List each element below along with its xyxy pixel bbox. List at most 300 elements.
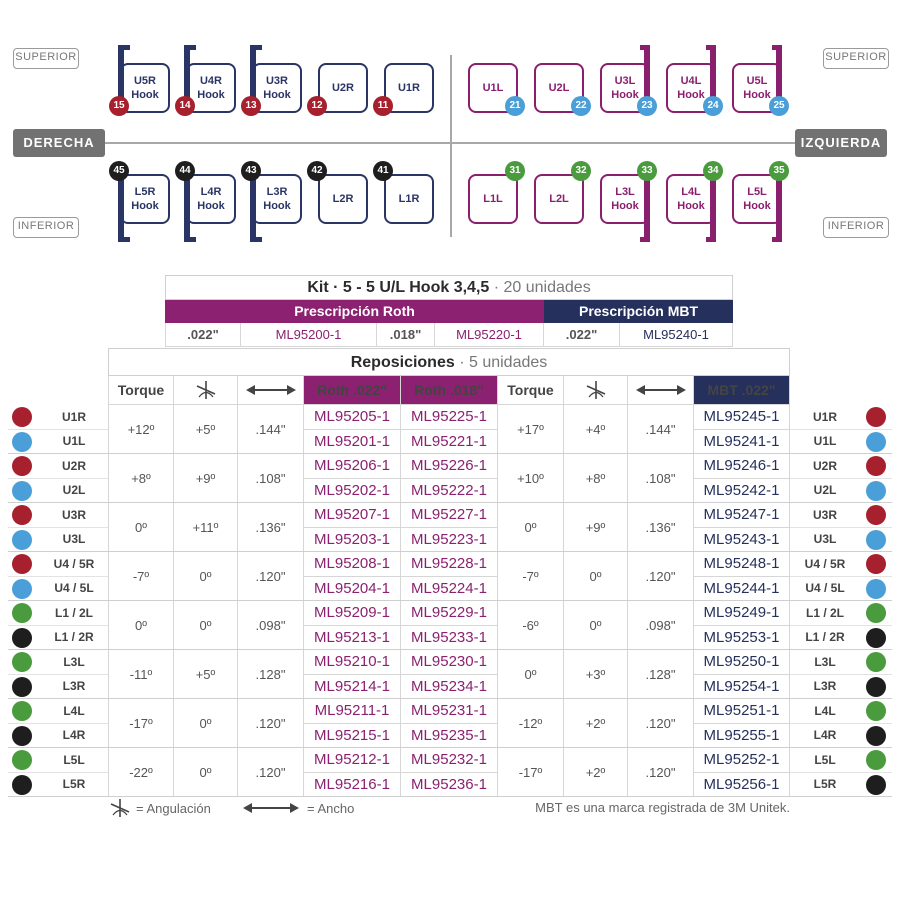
bracket-label (534, 174, 584, 224)
tooth-label: L3R (40, 675, 108, 700)
color-dot-black (12, 628, 32, 648)
col-torque-roth: Torque (108, 376, 174, 405)
bracket-label (600, 174, 650, 224)
width-mbt: .120" (628, 699, 694, 748)
code-roth-018: ML95229-1 (401, 601, 498, 626)
bracket-code: L2R (332, 193, 354, 205)
width-roth: .120" (238, 748, 304, 797)
tooth-number-badge: 13 (241, 96, 261, 116)
angulation-roth: 0º (174, 699, 238, 748)
tooth-label-right: L4R (790, 724, 860, 749)
torque-mbt: -12º (498, 699, 564, 748)
tooth-label: U1L (40, 430, 108, 455)
bracket-l3r (245, 165, 302, 224)
col-angulation-mbt (564, 376, 628, 405)
tooth-number-badge: 41 (373, 161, 393, 181)
bracket-l3l (600, 165, 653, 224)
code-roth-018: ML95228-1 (401, 552, 498, 577)
tooth-number-badge: 24 (703, 96, 723, 116)
row-divider-minor (790, 772, 892, 773)
code-mbt-022: ML95244-1 (694, 577, 790, 602)
tooth-label-right: L4L (790, 699, 860, 724)
color-dot-blue (866, 481, 886, 501)
tooth-label-right: U1R (790, 405, 860, 430)
kit-slot-cell: .022" (165, 323, 241, 347)
bracket-code: L1R (398, 193, 420, 205)
bracket-code: U4R (199, 75, 222, 87)
color-dot-red (12, 554, 32, 574)
tooth-label-right: U1L (790, 430, 860, 455)
code-roth-022: ML95216-1 (304, 773, 401, 798)
width-roth: .108" (238, 454, 304, 503)
code-mbt-022: ML95253-1 (694, 626, 790, 651)
bracket-u1r (377, 63, 434, 113)
inferior-label-right: INFERIOR (13, 217, 79, 238)
tooth-label: L4R (40, 724, 108, 749)
row-divider-minor (8, 772, 108, 773)
color-dot-black (866, 677, 886, 697)
hook-tab (188, 237, 196, 242)
bracket-l2r (311, 165, 368, 224)
bracket-code: L3L (615, 186, 635, 198)
tooth-label: U2R (40, 454, 108, 479)
angulation-mbt: +4º (564, 405, 628, 454)
color-dot-green (12, 652, 32, 672)
row-divider-minor (8, 723, 108, 724)
bracket-label (252, 174, 302, 224)
vertical-axis (450, 55, 452, 237)
code-roth-018: ML95226-1 (401, 454, 498, 479)
code-mbt-022: ML95250-1 (694, 650, 790, 675)
derecha-label: DERECHA (13, 129, 105, 157)
tooth-number-badge: 32 (571, 161, 591, 181)
tooth-label: L3L (40, 650, 108, 675)
row-divider-minor (790, 478, 892, 479)
bracket-code: U2L (548, 82, 570, 94)
bracket-u4r (179, 63, 236, 113)
tooth-label: U4 / 5L (40, 577, 108, 602)
tooth-label-right: U3R (790, 503, 860, 528)
color-dot-red (866, 407, 886, 427)
code-roth-022: ML95201-1 (304, 430, 401, 455)
kit-title-bold: Kit · 5 - 5 U/L Hook 3,4,5 (307, 279, 490, 296)
color-dot-blue (12, 530, 32, 550)
color-dot-blue (866, 579, 886, 599)
legend-angulation (108, 798, 211, 818)
color-dot-black (866, 775, 886, 795)
hook-tab (706, 237, 714, 242)
code-mbt-022: ML95243-1 (694, 528, 790, 553)
bracket-code: U1R (397, 82, 420, 94)
kit-slot-cell: ML95200-1 (241, 323, 377, 347)
bracket-label (120, 174, 170, 224)
bracket-code: L2L (549, 193, 569, 205)
hook-tab (188, 45, 196, 50)
width-arrow-icon (246, 384, 296, 396)
tooth-label: U3R (40, 503, 108, 528)
code-mbt-022: ML95247-1 (694, 503, 790, 528)
code-roth-022: ML95214-1 (304, 675, 401, 700)
tooth-label: L1 / 2L (40, 601, 108, 626)
tooth-number-badge: 14 (175, 96, 195, 116)
color-dot-green (12, 750, 32, 770)
tooth-label: L5R (40, 773, 108, 798)
torque-mbt: -6º (498, 601, 564, 650)
torque-roth: -11º (108, 650, 174, 699)
bracket-hook-label: Hook (611, 200, 639, 212)
superior-label-right: SUPERIOR (13, 48, 79, 69)
tooth-number-badge: 22 (571, 96, 591, 116)
torque-roth: 0º (108, 601, 174, 650)
tooth-number-badge: 12 (307, 96, 327, 116)
legend-width (243, 798, 354, 818)
row-divider-minor (8, 527, 108, 528)
width-mbt: .120" (628, 748, 694, 797)
angulation-icon (584, 380, 608, 400)
bracket-hook-label: Hook (743, 89, 771, 101)
code-roth-018: ML95223-1 (401, 528, 498, 553)
angulation-roth: 0º (174, 601, 238, 650)
angulation-mbt: +9º (564, 503, 628, 552)
width-roth: .144" (238, 405, 304, 454)
tooth-number-badge: 11 (373, 96, 393, 116)
tooth-number-badge: 42 (307, 161, 327, 181)
angulation-mbt: +8º (564, 454, 628, 503)
bracket-l1r (377, 165, 434, 224)
kit-title (165, 275, 733, 300)
width-roth: .136" (238, 503, 304, 552)
code-roth-018: ML95225-1 (401, 405, 498, 430)
bracket-u5r (113, 63, 170, 113)
hook-tab (122, 45, 130, 50)
torque-mbt: -17º (498, 748, 564, 797)
code-roth-022: ML95215-1 (304, 724, 401, 749)
bracket-hook-label: Hook (611, 89, 639, 101)
torque-mbt: -7º (498, 552, 564, 601)
kit-slot-cell: ML95220-1 (435, 323, 544, 347)
tooth-label: L4L (40, 699, 108, 724)
col-width-roth (238, 376, 304, 405)
row-divider-minor (790, 674, 892, 675)
code-roth-018: ML95234-1 (401, 675, 498, 700)
angulation-roth: +5º (174, 405, 238, 454)
torque-roth: 0º (108, 503, 174, 552)
code-mbt-022: ML95255-1 (694, 724, 790, 749)
bracket-code: L1L (483, 193, 503, 205)
bracket-hook-label: Hook (677, 200, 705, 212)
code-roth-022: ML95209-1 (304, 601, 401, 626)
mbt-header: Prescripción MBT (544, 300, 733, 323)
code-roth-018: ML95233-1 (401, 626, 498, 651)
color-dot-green (866, 603, 886, 623)
tooth-number-badge: 33 (637, 161, 657, 181)
row-divider-minor (8, 625, 108, 626)
tooth-number-badge: 45 (109, 161, 129, 181)
torque-mbt: 0º (498, 503, 564, 552)
bracket-hook-label: Hook (131, 200, 159, 212)
reposiciones-title (108, 348, 790, 376)
angulation-icon (194, 380, 218, 400)
bracket-label (384, 174, 434, 224)
code-roth-022: ML95202-1 (304, 479, 401, 504)
tooth-label-right: U3L (790, 528, 860, 553)
bracket-u1l (468, 63, 521, 113)
width-arrow-icon (243, 802, 299, 814)
code-roth-022: ML95207-1 (304, 503, 401, 528)
color-dot-red (866, 505, 886, 525)
col-mbt-022: MBT .022" (694, 376, 790, 405)
torque-roth: -7º (108, 552, 174, 601)
row-divider-minor (790, 429, 892, 430)
row-divider-minor (790, 527, 892, 528)
bracket-label (186, 174, 236, 224)
color-dot-black (866, 628, 886, 648)
inferior-label-left: INFERIOR (823, 217, 889, 238)
row-divider-minor (8, 576, 108, 577)
code-mbt-022: ML95246-1 (694, 454, 790, 479)
bracket-u3r (245, 63, 302, 113)
bracket-label (318, 174, 368, 224)
bracket-label (468, 174, 518, 224)
tooth-label-right: U2R (790, 454, 860, 479)
torque-mbt: 0º (498, 650, 564, 699)
hook-tab (772, 45, 780, 50)
code-roth-022: ML95208-1 (304, 552, 401, 577)
color-dot-black (12, 726, 32, 746)
tooth-number-badge: 23 (637, 96, 657, 116)
color-dot-blue (12, 481, 32, 501)
tooth-number-badge: 35 (769, 161, 789, 181)
code-roth-018: ML95221-1 (401, 430, 498, 455)
reposiciones-title-bold: Reposiciones (350, 354, 455, 371)
bracket-l4r (179, 165, 236, 224)
tooth-number-badge: 21 (505, 96, 525, 116)
color-dot-green (866, 652, 886, 672)
col-angulation-roth (174, 376, 238, 405)
tooth-number-badge: 44 (175, 161, 195, 181)
row-divider (8, 796, 892, 797)
width-mbt: .108" (628, 454, 694, 503)
col-roth-018: Roth .018" (401, 376, 498, 405)
col-torque-mbt: Torque (498, 376, 564, 405)
hook-tab (706, 45, 714, 50)
hook-tab (640, 237, 648, 242)
code-roth-022: ML95203-1 (304, 528, 401, 553)
hook-tab (254, 237, 262, 242)
torque-mbt: +10º (498, 454, 564, 503)
angulation-roth: +5º (174, 650, 238, 699)
code-roth-018: ML95232-1 (401, 748, 498, 773)
angulation-icon (108, 798, 132, 818)
row-divider-minor (8, 478, 108, 479)
tooth-number-badge: 34 (703, 161, 723, 181)
bracket-l5r (113, 165, 170, 224)
hook-tab (772, 237, 780, 242)
tooth-label-right: L5R (790, 773, 860, 798)
code-roth-018: ML95222-1 (401, 479, 498, 504)
width-mbt: .098" (628, 601, 694, 650)
bracket-code: L4L (681, 186, 701, 198)
mbt-trademark-note: MBT es una marca registrada de 3M Unitek. (535, 800, 790, 815)
code-roth-022: ML95205-1 (304, 405, 401, 430)
tooth-label-right: U4 / 5L (790, 577, 860, 602)
code-roth-018: ML95230-1 (401, 650, 498, 675)
bracket-hook-label: Hook (197, 200, 225, 212)
angulation-roth: 0º (174, 552, 238, 601)
bracket-l5l (732, 165, 785, 224)
bracket-u2l (534, 63, 587, 113)
bracket-hook-label: Hook (677, 89, 705, 101)
code-roth-018: ML95224-1 (401, 577, 498, 602)
bracket-hook-label: Hook (131, 89, 159, 101)
width-mbt: .144" (628, 405, 694, 454)
tooth-label: U1R (40, 405, 108, 430)
code-mbt-022: ML95254-1 (694, 675, 790, 700)
tooth-label-right: U4 / 5R (790, 552, 860, 577)
roth-header: Prescripción Roth (165, 300, 544, 323)
angulation-mbt: 0º (564, 601, 628, 650)
izquierda-label: IZQUIERDA (795, 129, 887, 157)
bracket-hook-label: Hook (743, 200, 771, 212)
bracket-code: U5R (133, 75, 156, 87)
color-dot-red (12, 407, 32, 427)
bracket-code: U5L (746, 75, 768, 87)
tooth-label: U3L (40, 528, 108, 553)
torque-mbt: +17º (498, 405, 564, 454)
angulation-mbt: +3º (564, 650, 628, 699)
tooth-number-badge: 31 (505, 161, 525, 181)
color-dot-black (12, 775, 32, 795)
bracket-u4l (666, 63, 719, 113)
code-roth-022: ML95204-1 (304, 577, 401, 602)
hook-tab (640, 45, 648, 50)
code-roth-022: ML95210-1 (304, 650, 401, 675)
bracket-code: U3L (614, 75, 636, 87)
code-roth-018: ML95236-1 (401, 773, 498, 798)
angulation-mbt: +2º (564, 699, 628, 748)
bracket-u5l (732, 63, 785, 113)
code-roth-018: ML95227-1 (401, 503, 498, 528)
bracket-code: L4R (200, 186, 222, 198)
bracket-hook-label: Hook (263, 200, 291, 212)
torque-roth: -22º (108, 748, 174, 797)
code-roth-022: ML95212-1 (304, 748, 401, 773)
bracket-code: L5L (747, 186, 767, 198)
bracket-code: U3R (265, 75, 288, 87)
bracket-code: U4L (680, 75, 702, 87)
color-dot-black (12, 677, 32, 697)
tooth-number-badge: 25 (769, 96, 789, 116)
bracket-l1l (468, 165, 521, 224)
kit-title-units: · 20 unidades (489, 279, 591, 296)
tooth-label-right: L5L (790, 748, 860, 773)
tooth-label-right: L3R (790, 675, 860, 700)
color-dot-green (866, 701, 886, 721)
legend-angulation-text: = Angulación (136, 800, 211, 816)
color-dot-blue (12, 579, 32, 599)
code-mbt-022: ML95251-1 (694, 699, 790, 724)
width-mbt: .136" (628, 503, 694, 552)
tooth-label-right: L1 / 2L (790, 601, 860, 626)
tooth-label: U4 / 5R (40, 552, 108, 577)
width-roth: .120" (238, 552, 304, 601)
row-divider-minor (8, 429, 108, 430)
code-roth-018: ML95231-1 (401, 699, 498, 724)
bracket-code: L3R (266, 186, 288, 198)
color-dot-blue (866, 432, 886, 452)
tooth-number-badge: 43 (241, 161, 261, 181)
tooth-number-badge: 15 (109, 96, 129, 116)
code-mbt-022: ML95252-1 (694, 748, 790, 773)
bracket-code: L5R (134, 186, 156, 198)
width-roth: .098" (238, 601, 304, 650)
bracket-label (666, 174, 716, 224)
legend-width-text: = Ancho (307, 800, 355, 816)
code-mbt-022: ML95242-1 (694, 479, 790, 504)
row-divider-minor (790, 723, 892, 724)
torque-roth: +12º (108, 405, 174, 454)
width-arrow-icon (636, 384, 686, 396)
bracket-u2r (311, 63, 368, 113)
code-roth-022: ML95206-1 (304, 454, 401, 479)
torque-roth: -17º (108, 699, 174, 748)
kit-slot-cell: .022" (544, 323, 620, 347)
angulation-roth: +9º (174, 454, 238, 503)
color-dot-blue (12, 432, 32, 452)
color-dot-red (12, 505, 32, 525)
hook-tab (122, 237, 130, 242)
tooth-label-right: L1 / 2R (790, 626, 860, 651)
color-dot-blue (866, 530, 886, 550)
bracket-label (732, 174, 782, 224)
hook-tab (254, 45, 262, 50)
kit-slot-cell: .018" (377, 323, 435, 347)
width-mbt: .128" (628, 650, 694, 699)
col-roth-022: Roth .022" (304, 376, 401, 405)
superior-label-left: SUPERIOR (823, 48, 889, 69)
code-mbt-022: ML95245-1 (694, 405, 790, 430)
bracket-l4l (666, 165, 719, 224)
code-mbt-022: ML95249-1 (694, 601, 790, 626)
code-roth-018: ML95235-1 (401, 724, 498, 749)
angulation-mbt: +2º (564, 748, 628, 797)
color-dot-green (12, 701, 32, 721)
bracket-code: U1L (482, 82, 504, 94)
color-dot-green (866, 750, 886, 770)
tooth-label: U2L (40, 479, 108, 504)
code-roth-022: ML95211-1 (304, 699, 401, 724)
width-mbt: .120" (628, 552, 694, 601)
tooth-label-right: U2L (790, 479, 860, 504)
angulation-roth: +11º (174, 503, 238, 552)
bracket-l2l (534, 165, 587, 224)
color-dot-green (12, 603, 32, 623)
color-dot-red (12, 456, 32, 476)
color-dot-red (866, 456, 886, 476)
tooth-label-right: L3L (790, 650, 860, 675)
bracket-hook-label: Hook (197, 89, 225, 101)
bracket-u3l (600, 63, 653, 113)
row-divider-minor (790, 576, 892, 577)
row-divider-minor (790, 625, 892, 626)
torque-roth: +8º (108, 454, 174, 503)
code-roth-022: ML95213-1 (304, 626, 401, 651)
width-roth: .128" (238, 650, 304, 699)
reposiciones-title-units: · 5 unidades (454, 354, 548, 371)
code-mbt-022: ML95256-1 (694, 773, 790, 798)
code-mbt-022: ML95248-1 (694, 552, 790, 577)
row-divider-minor (8, 674, 108, 675)
